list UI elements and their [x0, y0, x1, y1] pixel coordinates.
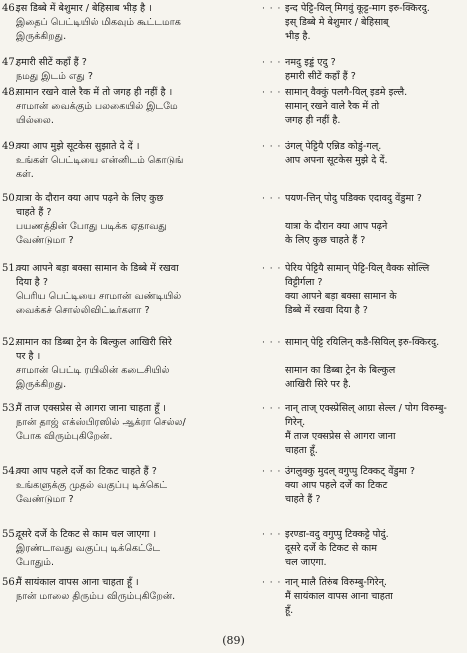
tamil-translation: நான் தாஜ் எக்ஸ்பிரஸில் ஆக்ரா செல்ல/ [16, 417, 186, 428]
tamil-translation: வைக்கச் சொல்லிவிட்டீர்களா ? [16, 305, 150, 316]
transliteration-line: सामान् रखने वाले रैक में तो [285, 101, 380, 112]
transliteration-line: मैं सायंकाल वापस आना चाहता [285, 591, 393, 602]
source-column [16, 576, 254, 604]
source-column [16, 402, 254, 444]
transliteration-line: नमदु इड्डं एदु ? [285, 57, 336, 68]
transliteration-column [285, 140, 465, 168]
tamil-translation: யில்லை. [16, 115, 54, 126]
transliteration-line: नान् ताज् एक्स्प्रेसिल् आग्रा सेल्ल / पोग विरुम्बु- [285, 403, 447, 414]
transliteration-column [285, 192, 465, 248]
tamil-translation: சாமான் பெட்டி ரயிலின் கடைசியில் [16, 365, 170, 376]
transliteration-line: चाहता हूँ. [285, 445, 318, 456]
transliteration-line: आखिरी सिरे पर है. [285, 379, 352, 390]
dot-leader: · · · [262, 4, 282, 14]
hindi-sentence: क्या आप पहले दर्जे का टिकट चाहते हैं ? [16, 466, 157, 477]
entry-number: 52. [2, 337, 18, 348]
entry-number: 56. [2, 577, 18, 588]
transliteration-line: भीड़ है. [285, 31, 311, 42]
hindi-sentence: मैं सायंकाल वापस आना चाहता हूँ । [16, 577, 139, 588]
tamil-translation: சாமான் வைக்கும் பலகையில் இடமே [16, 101, 178, 112]
tamil-translation: போதும். [16, 557, 55, 568]
hindi-sentence: क्या आपने बड़ा बक्सा सामान के डिब्बे में रखवा [16, 263, 179, 274]
dot-leader: · · · [262, 530, 282, 540]
tamil-translation: இருக்கிறது. [16, 379, 67, 390]
source-column [16, 192, 254, 248]
hindi-sentence: क्या आप मुझे सूटकेस सुझाते दे दें । [16, 141, 140, 152]
transliteration-column [285, 402, 465, 458]
transliteration-line: सामान का डिब्बा ट्रेन के बिल्कुल [285, 365, 396, 376]
transliteration-line: इरण्डा-वदु वगुप्पु टिक्कट्टे पोदुं. [285, 529, 389, 540]
source-column [16, 2, 254, 44]
hindi-sentence: पर है । [16, 351, 41, 362]
dot-leader: · · · [262, 194, 282, 204]
hindi-sentence: इस डिब्बे में बेशुमार / बेहिसाब भीड़ है । [16, 3, 152, 14]
hindi-sentence: यात्रा के दौरान क्या आप पढ़ने के लिए कुछ [16, 193, 164, 204]
tamil-translation: பெரிய பெட்டியை சாமான் வண்டியில் [16, 291, 182, 302]
dot-leader: · · · [262, 578, 282, 588]
tamil-translation: பயணத்தின் போது படிக்க ஏதாவது [16, 221, 167, 232]
source-column [16, 336, 254, 392]
transliteration-line: के लिए कुछ चाहते हैं ? [285, 235, 366, 246]
transliteration-line: सामान् पेट्टि रयिलिन् कडै-सियिल् इरु-क्किरदु. [285, 337, 440, 348]
entry-number: 54. [2, 466, 18, 477]
transliteration-column [285, 576, 465, 618]
source-column [16, 86, 254, 128]
transliteration-line: दूसरे दर्जे के टिकट से काम [285, 543, 377, 554]
hindi-sentence: सामान का डिब्बा ट्रेन के बिल्कुल आखिरी सिरे [16, 337, 172, 348]
tamil-translation: இருக்கிறது. [16, 31, 67, 42]
transliteration-line: पेरिय पेट्टियै सामान् पेट्टि-यिल् वैक्क सोल्लि [285, 263, 430, 274]
transliteration-line: हूँ. [285, 605, 294, 616]
transliteration-line: आप अपना सूटकेस मुझे दे दें. [285, 155, 388, 166]
transliteration-line [285, 350, 465, 364]
hindi-sentence: मैं ताज एक्सप्रेस से आगरा जाना चाहता हूँ । [16, 403, 166, 414]
transliteration-line: यात्रा के दौरान क्या आप पढ़ने [285, 221, 388, 232]
tamil-translation: இதைப் பெட்டியில் மிகவும் கூட்டமாக [16, 17, 181, 28]
entry-number: 48. [2, 87, 18, 98]
transliteration-column [285, 465, 465, 507]
entry-number: 53. [2, 403, 18, 414]
entry-number: 51. [2, 263, 18, 274]
source-column [16, 528, 254, 570]
transliteration-column [285, 336, 465, 392]
transliteration-line: चाहते हैं ? [285, 494, 321, 505]
dot-leader: · · · [262, 58, 282, 68]
transliteration-column [285, 262, 465, 318]
entry-number: 47. [2, 57, 18, 68]
hindi-sentence: सामान रखने वाले रैक में तो जगह ही नहीं है । [16, 87, 173, 98]
transliteration-line: उंगलुक्कु मुदल् वगुप्पु टिक्कट् वेंडुमा ? [285, 466, 416, 477]
entry-number: 49. [2, 141, 18, 152]
transliteration-line: इन्द पेट्टि-यिल् मिगवुं कूट्ट-माग इरु-क्किरदु. [285, 3, 430, 14]
tamil-translation: உங்கள் பெட்டியை என்னிடம் கொடுங் [16, 155, 184, 166]
source-column [16, 140, 254, 182]
transliteration-line: जगह ही नहीं है. [285, 115, 341, 126]
transliteration-column [285, 528, 465, 570]
hindi-sentence: दूसरे दर्जे के टिकट से काम चल जाएगा । [16, 529, 157, 540]
tamil-translation: இரண்டாவது வகுப்பு டிக்கெட்டே [16, 543, 161, 554]
transliteration-line: पयण-त्तिन् पोदु पडिक्क एदावदु वेंडुमा ? [285, 193, 422, 204]
dot-leader: · · · [262, 338, 282, 348]
tamil-translation: நமது இடம் எது ? [16, 71, 93, 82]
transliteration-column [285, 56, 465, 84]
source-column [16, 465, 254, 507]
hindi-sentence: हमारी सीटें कहाँ हैं ? [16, 57, 87, 68]
tamil-translation: நான் மாலை திரும்ப விரும்புகிறேன். [16, 591, 176, 602]
transliteration-line: नान् मालै तिरुंब विरुम्बु-गिरेन्. [285, 577, 387, 588]
transliteration-line: क्या आपने बड़ा बक्सा सामान के [285, 291, 397, 302]
transliteration-line: हमारी सीटें कहाँ हैं ? [285, 71, 356, 82]
entry-number: 55. [2, 529, 18, 540]
transliteration-line [285, 206, 465, 220]
dot-leader: · · · [262, 404, 282, 414]
source-column [16, 262, 254, 318]
tamil-translation: வேண்டுமா ? [16, 235, 74, 246]
transliteration-column [285, 2, 465, 44]
transliteration-line: चल जाएगा. [285, 557, 327, 568]
page-number: (89) [222, 634, 245, 647]
transliteration-line: क्या आप पहले दर्जे का टिकट [285, 480, 388, 491]
tamil-translation: கள். [16, 169, 34, 180]
hindi-sentence: दिया है ? [16, 277, 48, 288]
tamil-translation: உங்களுக்கு முதல் வகுப்பு டிக்கெட் [16, 480, 168, 491]
transliteration-line: सामान् वैक्कुं पलगै-यिल् इडमे इल्लै. [285, 87, 408, 98]
dot-leader: · · · [262, 264, 282, 274]
transliteration-line: मैं ताज एक्सप्रेस से आगरा जाना [285, 431, 396, 442]
dot-leader: · · · [262, 467, 282, 477]
transliteration-line: इस् डिब्बे मे बेशुमार / बेहिसाब् [285, 17, 389, 28]
entry-number: 50. [2, 193, 18, 204]
transliteration-line: उंगल् पेट्टियै एन्निड कोडुं-गल्. [285, 141, 382, 152]
transliteration-column [285, 86, 465, 128]
transliteration-line: विट्टीर्गला ? [285, 277, 323, 288]
dot-leader: · · · [262, 142, 282, 152]
source-column [16, 56, 254, 84]
dot-leader: · · · [262, 88, 282, 98]
transliteration-line: गिरेन्. [285, 417, 306, 428]
entry-number: 46. [2, 3, 18, 14]
tamil-translation: வேண்டுமா ? [16, 494, 74, 505]
hindi-sentence: चाहते हैं ? [16, 207, 52, 218]
tamil-translation: போக விரும்புகிறேன். [16, 431, 113, 442]
transliteration-line: डिब्बे में रखवा दिया है ? [285, 305, 368, 316]
